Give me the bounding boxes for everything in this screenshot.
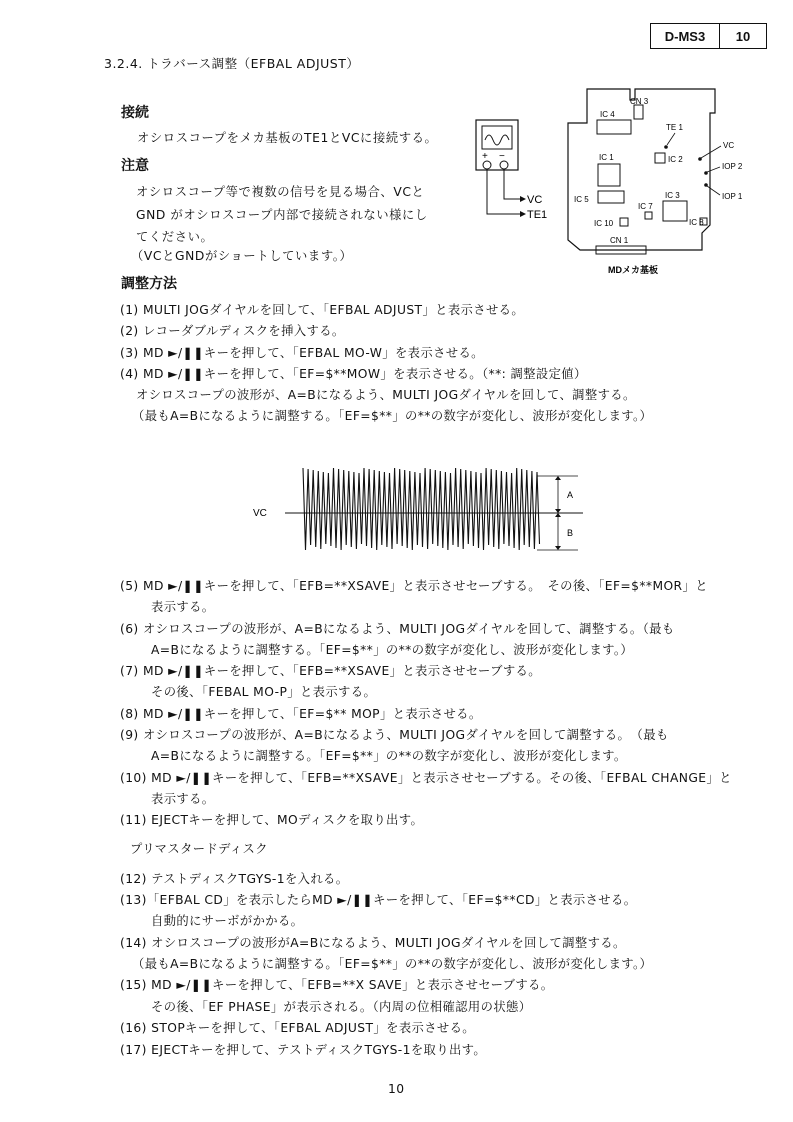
step-13-cont: 自動的にサーボがかかる。 — [151, 914, 304, 928]
step-14-cont: （最もA=Bになるように調整する。「EF=$**」の**の数字が変化し、波形が変化します。） — [132, 957, 653, 971]
caution-line: てください。 — [136, 230, 214, 244]
probe-te1-label: TE1 — [527, 209, 548, 221]
step-6: (6) オシロスコープの波形が、A=Bになるよう、MULTI JOGダイヤルを回して、調整する。（最も — [120, 622, 675, 636]
method-heading: 調整方法 — [121, 276, 177, 292]
step-5-cont: 表示する。 — [151, 600, 215, 614]
page-number-label: 10 — [735, 28, 751, 44]
component-label: IOP 2 — [722, 162, 743, 171]
connection-text: オシロスコープをメカ基板のTE1とVCに接続する。 — [137, 131, 438, 145]
component-label: CN 3 — [630, 97, 649, 106]
component-label: IC 3 — [665, 191, 680, 200]
waveform-vc-label: VC — [253, 508, 267, 519]
step-11: (11) EJECTキーを押して、MOディスクを取り出す。 — [120, 813, 424, 827]
efbal-waveform — [303, 468, 540, 550]
step-7-cont: その後、「FEBAL MO-P」と表示する。 — [151, 685, 377, 699]
waveform-a-label: A — [567, 490, 574, 500]
component-label: TE 1 — [666, 123, 683, 132]
step-6-cont: A=Bになるように調整する。「EF=$**」の**の数字が変化し、波形が変化します。） — [151, 643, 634, 657]
component-label: VC — [723, 141, 735, 150]
step-4: (4) MD ►/❚❚キーを押して、「EF=$**MOW」を表示させる。（**: 調整設定値） — [120, 367, 587, 381]
scope-minus-label: − — [499, 151, 505, 162]
component-label: IC 10 — [594, 219, 614, 228]
caution-line: （VCとGNDがショートしています。） — [131, 249, 353, 263]
step-12: (12) テストディスクTGYS-1を入れる。 — [120, 872, 349, 886]
section-title: 3.2.4. トラバース調整（EFBAL ADJUST） — [104, 56, 360, 71]
step-14: (14) オシロスコープの波形がA=Bになるよう、MULTI JOGダイヤルを回して調整する。 — [120, 936, 626, 950]
connection-heading: 接続 — [121, 105, 149, 121]
component-label: CN 1 — [610, 236, 629, 245]
board-caption: MDメカ基板 — [608, 265, 658, 275]
step-10-cont: 表示する。 — [151, 792, 215, 806]
step-4-detail: オシロスコープの波形が、A=Bになるよう、MULTI JOGダイヤルを回して、調整する。 — [136, 388, 636, 402]
step-15: (15) MD ►/❚❚キーを押して、「EFB=**X SAVE」と表示させセーブする。 — [120, 978, 554, 992]
step-13: (13)「EFBAL CD」を表示したらMD ►/❚❚キーを押して、「EF=$**CD」と表示させる。 — [120, 893, 637, 907]
step-9: (9) オシロスコープの波形が、A=Bになるよう、MULTI JOGダイヤルを回して調整する。 （最も — [120, 728, 669, 742]
mechanism-board-diagram — [470, 85, 760, 280]
step-4-detail: （最もA=Bになるように調整する。「EF=$**」の**の数字が変化し、波形が変化します。） — [132, 409, 653, 423]
oscilloscope-icon — [476, 120, 518, 170]
step-8: (8) MD ►/❚❚キーを押して、「EF=$** MOP」と表示させる。 — [120, 707, 482, 721]
step-16: (16) STOPキーを押して、「EFBAL ADJUST」を表示させる。 — [120, 1021, 475, 1035]
model-label: D-MS3 — [651, 24, 720, 48]
component-label: IC 8 — [689, 218, 704, 227]
probe-vc-label: VC — [527, 194, 543, 206]
component-label: IC 7 — [638, 202, 653, 211]
waveform-diagram — [245, 458, 590, 558]
step-7: (7) MD ►/❚❚キーを押して、「EFB=**XSAVE」と表示させセーブする。 — [120, 664, 541, 678]
premaster-heading: プリマスタードディスク — [130, 842, 268, 856]
step-2: (2) レコーダブルディスクを挿入する。 — [120, 324, 345, 338]
step-5: (5) MD ►/❚❚キーを押して、「EFB=**XSAVE」と表示させセーブする。 その後、「EF=$**MOR」と — [120, 579, 708, 593]
caution-heading: 注意 — [121, 158, 149, 174]
waveform-b-label: B — [567, 528, 574, 538]
footer-page-number: 10 — [388, 1082, 405, 1096]
component-label: IOP 1 — [722, 192, 743, 201]
component-label: IC 4 — [600, 110, 615, 119]
step-3: (3) MD ►/❚❚キーを押して、「EFBAL MO-W」を表示させる。 — [120, 346, 484, 360]
step-1: (1) MULTI JOGダイヤルを回して、「EFBAL ADJUST」と表示させる。 — [120, 303, 525, 317]
component-label: IC 1 — [599, 153, 614, 162]
component-label: IC 5 — [574, 195, 589, 204]
step-17: (17) EJECTキーを押して、テストディスクTGYS-1を取り出す。 — [120, 1043, 487, 1057]
page-header-box — [650, 23, 767, 49]
scope-plus-label: + — [482, 151, 488, 162]
step-15-cont: その後、「EF PHASE」が表示される。（内周の位相確認用の状態） — [151, 1000, 532, 1014]
component-label: IC 2 — [668, 155, 683, 164]
caution-line: オシロスコープ等で複数の信号を見る場合、VCと — [136, 185, 425, 199]
step-9-cont: A=Bになるように調整する。「EF=$**」の**の数字が変化し、波形が変化します。 — [151, 749, 627, 763]
caution-line: GND がオシロスコープ内部で接続されない様にし — [136, 208, 428, 222]
step-10: (10) MD ►/❚❚キーを押して、「EFB=**XSAVE」と表示させセーブする。その後、「EFBAL CHANGE」と — [120, 771, 732, 785]
